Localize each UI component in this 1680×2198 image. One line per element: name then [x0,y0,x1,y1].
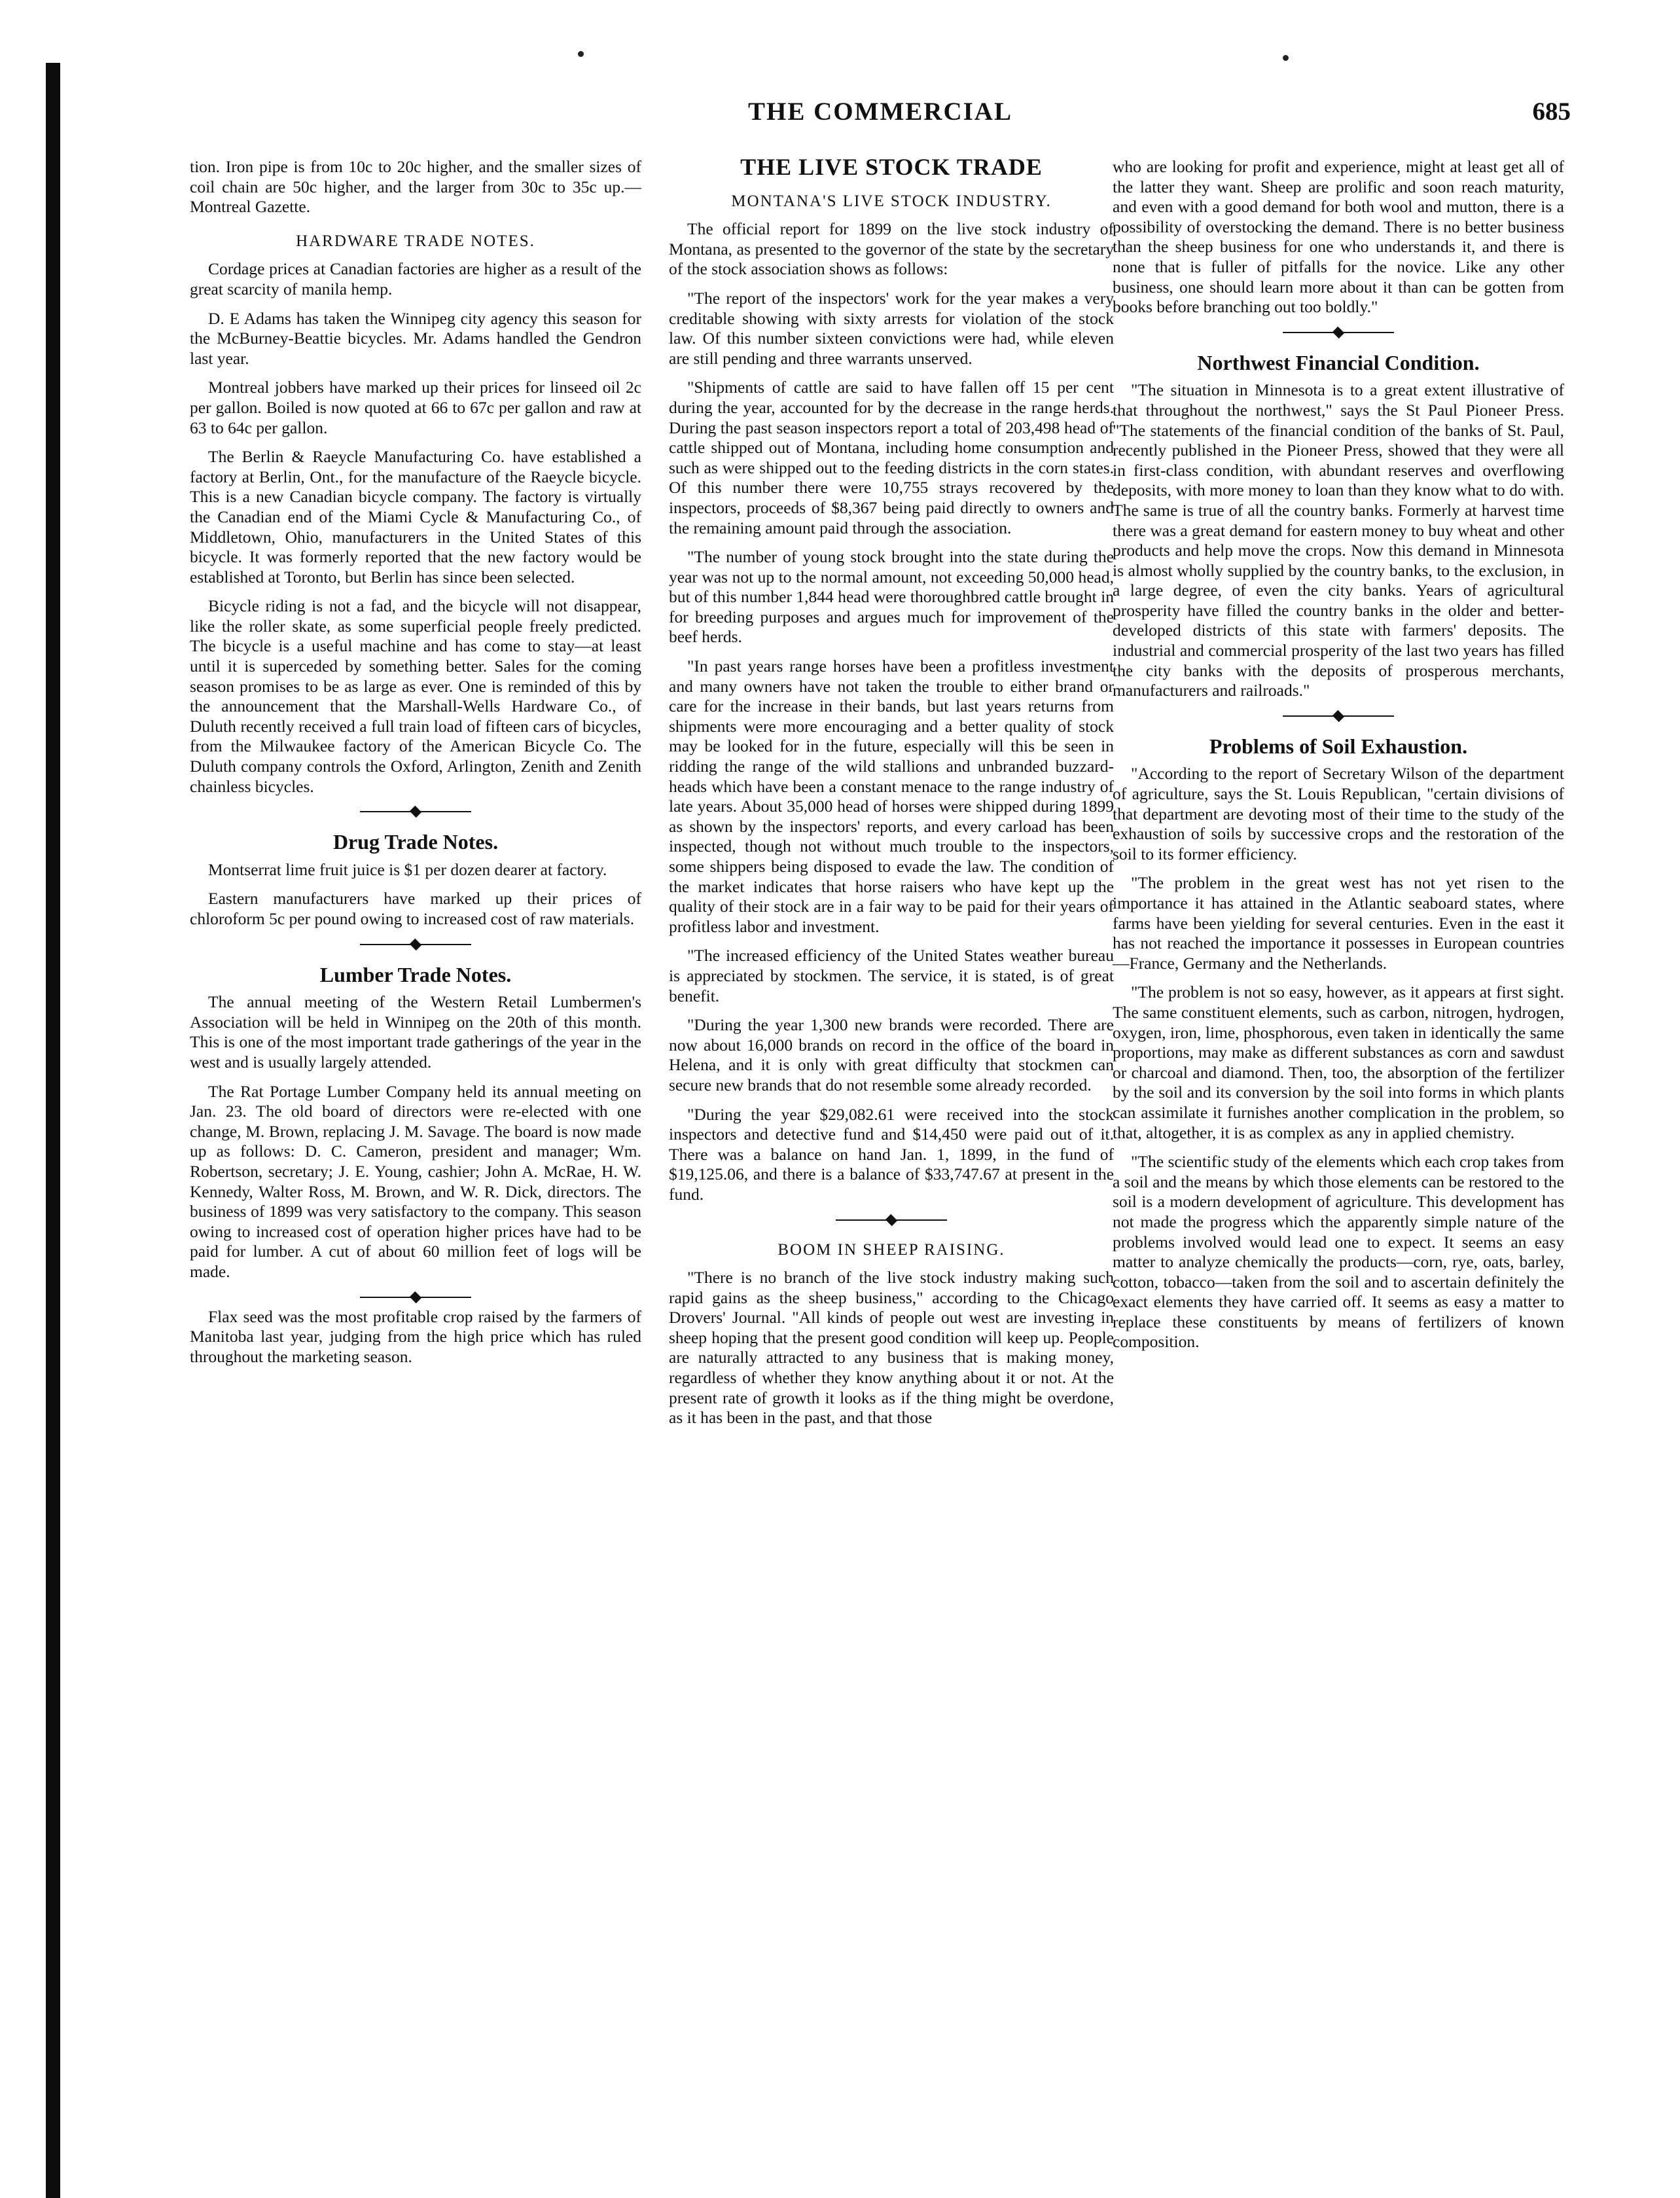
paragraph: tion. Iron pipe is from 10c to 20c higher, and the smaller sizes of coil chain are 50c higher, and the larger from 30c to 35c up.—Montreal Gazette. [190,157,641,217]
section-heading-northwest: Northwest Financial Condition. [1197,350,1480,374]
subheading-montana: MONTANA'S LIVE STOCK INDUSTRY. [731,192,1052,210]
paragraph: Flax seed was the most profitable crop raised by the farmers of Manitoba last year, judging from the high price which has ruled throughout the marketing season. [190,1306,641,1366]
paragraph: Bicycle riding is not a fad, and the bicycle will not disappear, like the roller skate, as some superficial people freely predicted. The bicycle is a useful machine and has come to stay—at least until it is superceded by something better. Sales for the coming season promises to be as large as ever. One is reminded of this by the announcement that the Marshall-Wells Hardware Co., of Duluth recently received a full train load of fifteen cars of bicycles, from the Milwaukee factory of the American Bicycle Co. The Duluth company controls the Oxford, Arlington, Zenith and Zenith chainless bicycles. [190,596,641,796]
paragraph: "The number of young stock brought into the state during the year was not up to the normal amount, not exceeding 50,000 head, but of this number 1,844 head were thoroughbred cattle brought in for breeding purposes and argues much for improvement of the beef herds. [669,547,1114,647]
section-heading-drug: Drug Trade Notes. [332,830,499,854]
section-divider [836,1214,947,1226]
section-heading-hardware: HARDWARE TRADE NOTES. [296,232,535,250]
scan-speck [578,51,584,57]
paragraph: The official report for 1899 on the live stock industry of Montana, as presented to the governor of the state by the secretary of the stock association shows as follows: [669,219,1114,279]
paragraph: "During the year 1,300 new brands were recorded. There are now about 16,000 brands on record in the office of the board in Helena, and it is only with great difficulty that stockmen can secure new brands that do not resemble some already recorded. [669,1015,1114,1094]
paragraph: who are looking for profit and experience, might at least get all of the latter they want. Sheep are prolific and soon reach maturity, and even with a good demand for both wool and mutton, there is a possibility of overstocking the demand. There is no better business than the sheep business for one who understands it, and there is none that is fuller of pitfalls for the novice. Like any other business, one should learn more about it than can be gotten from books before branching out too boldly." [1113,157,1564,317]
paragraph: "During the year $29,082.61 were received into the stock inspectors and detective fund and $14,450 were paid out of it. There was a balance on hand Jan. 1, 1899, in the fund of $19,125.06, and there is a balance of $33,747.67 at present in the fund. [669,1104,1114,1204]
section-divider [1283,327,1394,338]
section-heading-live-stock: THE LIVE STOCK TRADE [740,154,1043,180]
section-divider [360,939,471,950]
column-right [1113,157,1564,1361]
paragraph: Montserrat lime fruit juice is $1 per dozen dearer at factory. [208,859,607,879]
section-divider [1283,710,1394,722]
section-heading-soil: Problems of Soil Exhaustion. [1209,734,1468,758]
scan-speck [1283,55,1289,61]
paragraph: "There is no branch of the live stock industry making such rapid gains as the sheep business," according to the Chicago Drovers' Journal. "All kinds of people out west are investing in sheep hoping that the present good condition will keep up. People are naturally attracted to any business that is making money, regardless of whether they know anything about it or not. At the present rate of growth it looks as if the thing might be overdone, as it has been in the past, and that those [669,1268,1114,1428]
section-heading-lumber: Lumber Trade Notes. [319,962,512,986]
paragraph: Cordage prices at Canadian factories are higher as a result of the great scarcity of manila hemp. [190,259,641,298]
paragraph: "The problem in the great west has not yet risen to the importance it has attained in the Atlantic seaboard states, where farms have been yielding for several centuries. Even in the east it has not reached the importance it possesses in European countries—France, Germany and the Netherlands. [1113,873,1564,973]
paragraph: "According to the report of Secretary Wilson of the department of agriculture, says the St. Louis Republican, "certain divisions of that department are devoting most of their time to the study of the exhaustion of soils by successive crops and the restoration of the soil to its former efficiency. [1113,764,1564,863]
section-divider [360,806,471,818]
paragraph: "In past years range horses have been a profitless investment and many owners have not taken the trouble to either brand or care for the increase in their bands, but last years returns from shipments were more encouraging and a better quality of stock may be looked for in the future, especially will this be seen in ridding the range of the wild stallions and unbranded buzzard-heads which have been a constant menace to the range industry of late years. About 35,000 head of horses were shipped during 1899 as shown by the inspectors' reports, and every carload has been inspected, though not without much trouble to the inspectors, some shippers being disposed to evade the law. The condition of the market indicates that horse raisers who have kept up the quality of their stock are in a fair way to be paid for their years of profitless labor and investment. [669,657,1114,936]
paragraph: The Rat Portage Lumber Company held its annual meeting on Jan. 23. The old board of directors were re-elected with one change, M. Brown, replacing J. M. Savage. The board is now made up as follows: D. C. Cameron, president and manager; Wm. Robertson, secretary; J. E. Young, cashier; John A. McRae, H. W. Kennedy, Walter Ross, M. Brown, and W. R. Dick, directors. The business of 1899 was very satisfactory to the company. This season owing to increased cost of operation higher prices have had to be paid for lumber. A cut of about 60 million feet of logs will be made. [190,1081,641,1281]
paragraph: "The problem is not so easy, however, as it appears at first sight. The same constituent elements, such as carbon, nitrogen, hydrogen, oxygen, iron, lime, phosphorous, even taken in identically the same proportions, may make as different substances as corn and sawdust or charcoal and diamond. Then, too, the absorption of the fertilizer by the soil and its conversion by the soil into forms in which plants can assimilate it furnishes another complication in the problem, so that, altogether, it is as complex as any in applied chemistry. [1113,982,1564,1142]
binding-edge [46,63,60,2198]
paragraph: "Shipments of cattle are said to have fallen off 15 per cent during the year, accounted for by the decrease in the range herds. During the past season inspectors report a total of 203,498 head of cattle shipped out of Montana, including home consumption and such as were shipped out to the feeding districts in the corn states. Of this number there were 10,755 strays recovered by the inspectors, proceeds of $8,367 being paid directly to owners and the remaining amount paid through the association. [669,378,1114,537]
paragraph: D. E Adams has taken the Winnipeg city agency this season for the McBurney-Beattie bicycles. Mr. Adams handled the Gendron last year. [190,308,641,368]
paragraph: "The increased efficiency of the United States weather bureau is appreciated by stockmen. The service, it is stated, is of great benefit. [669,946,1114,1005]
paragraph: "The situation in Minnesota is to a great extent illustrative of that throughout the northwest," says the St Paul Pioneer Press. "The statements of the financial condition of the banks of St. Paul, recently published in the Pioneer Press, showed that they were all in first-class condition, with abundant reserves and overflowing deposits, with more money to loan than they know what to do with. The same is true of all the country banks. Formerly at harvest time there was a great demand for eastern money to buy wheat and other products and help move the crops. Now this demand in Minnesota is almost wholly supplied by the country banks, to the exclusion, in a large degree, of even the city banks. Years of agricultural prosperity have filled the country banks in the older and better-developed districts of this state with farmers' deposits. The industrial and commercial prosperity of the last two years has filled the city banks with the deposits of prosperous merchants, manufacturers and railroads." [1113,380,1564,700]
section-divider [360,1291,471,1303]
paragraph: Eastern manufacturers have marked up their prices of chloroform 5c per pound owing to increased cost of raw materials. [190,889,641,928]
column-middle [669,154,1114,1437]
paragraph: Montreal jobbers have marked up their prices for linseed oil 2c per gallon. Boiled is now quoted at 66 to 67c per gallon and raw at 63 to 64c per gallon. [190,378,641,437]
page-number: 685 [1532,98,1571,126]
paragraph: "The report of the inspectors' work for the year makes a very creditable showing with sixty arrests for violation of the stock law. Of this number sixteen convictions were had, while eleven are still pending and three warrants unserved. [669,288,1114,368]
paragraph: The Berlin & Raeycle Manufacturing Co. have established a factory at Berlin, Ont., for the manufacture of the Raeycle bicycle. This is a new Canadian bicycle company. The factory is virtually the Canadian end of the Miami Cycle & Manufacturing Co., of Middletown, Ohio, manufacturers in the United States of this bicycle. It was formerly reported that the new factory would be established at Toronto, but Berlin has since been selected. [190,447,641,586]
subheading-sheep: BOOM IN SHEEP RAISING. [777,1240,1005,1259]
paragraph: The annual meeting of the Western Retail Lumbermen's Association will be held in Winnipeg on the 20th of this month. This is one of the most important trade gatherings of the year in the west and is usually largely attended. [190,992,641,1072]
paragraph: "The scientific study of the elements which each crop takes from a soil and the means by which those elements can be restored to the soil is a modern development of agriculture. This development has not made the progress which the apparently simple nature of the problems involved would lead one to expect. It seems an easy matter to analyze chemically the products—corn, rye, oats, barley, cotton, tobacco—taken from the soil and to ascertain definitely the exact elements they have carried off. It seems as easy a matter to replace these constituents by means of fertilizers of known composition. [1113,1152,1564,1352]
running-head [177,97,1584,136]
page-title: THE COMMERCIAL [748,98,1012,126]
column-left [190,157,641,1376]
